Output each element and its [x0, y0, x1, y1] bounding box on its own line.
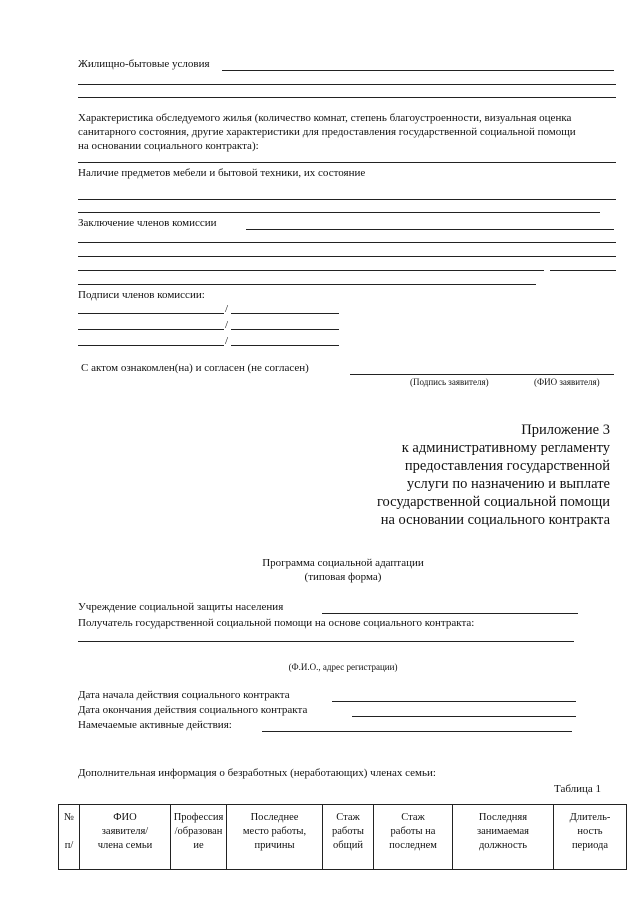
fill-line [262, 731, 572, 732]
signature-line [78, 345, 224, 346]
additional-info: Дополнительная информация о безработных (неработающих) членах семьи: [78, 767, 436, 779]
header-line: Профессия [173, 812, 224, 823]
signature-line [231, 345, 339, 346]
fill-line [550, 270, 616, 271]
header-line: периода [571, 840, 609, 851]
signature-separator: / [225, 335, 229, 347]
furniture-label: Наличие предметов мебели и бытовой техники, их состояние [78, 167, 366, 179]
fill-line [78, 199, 616, 200]
header-line: работы [331, 826, 364, 837]
institution-label: Учреждение социальной защиты населения [78, 601, 284, 613]
header-line: ФИО [113, 812, 137, 823]
signatures-label: Подписи членов комиссии: [78, 289, 205, 301]
header-cell-number [59, 805, 80, 870]
start-date-label: Дата начала действия социального контракта [78, 689, 290, 701]
header-line: ие [193, 840, 204, 851]
header-line: /образован [174, 826, 223, 837]
recipient-label: Получатель государственной социальной помощи на основе социального контракта: [78, 617, 475, 629]
caption-signature: (Подпись заявителя) [410, 377, 489, 387]
fill-line [78, 270, 544, 271]
appendix-line: услуги по назначению и выплате [406, 476, 610, 492]
header-line: Стаж [401, 812, 425, 823]
fill-line [78, 256, 616, 257]
fill-line [322, 613, 578, 614]
table-label: Таблица 1 [554, 783, 602, 795]
caption-name: (ФИО заявителя) [534, 377, 600, 387]
housing-label: Жилищно-бытовые условия [78, 58, 210, 70]
fill-line [350, 374, 614, 375]
header-line: работы на [390, 826, 436, 837]
header-cell-duration [554, 805, 627, 870]
header-cell-profession [171, 805, 227, 870]
appendix-line: государственной социальной помощи [376, 494, 610, 510]
header-line: причины [254, 840, 295, 851]
fill-line [78, 97, 616, 98]
characteristic-line-3: на основании социального контракта): [78, 140, 259, 152]
header-cell-total-experience [323, 805, 374, 870]
header-line: место работы, [242, 826, 307, 837]
header-line: Стаж [336, 812, 360, 823]
program-subtitle: (типовая форма) [304, 571, 382, 583]
table-header-row [59, 805, 627, 870]
actions-label: Намечаемые активные действия: [78, 719, 232, 731]
fill-line [78, 212, 600, 213]
signature-line [78, 313, 224, 314]
header-line: ность [577, 826, 603, 837]
header-cell-last-job [227, 805, 323, 870]
header-line: должность [478, 840, 528, 851]
characteristic-line-2: санитарного состояния, другие характеристики для предоставления государственной социальной помощи [78, 126, 576, 138]
program-title: Программа социальной адаптации [262, 557, 424, 569]
fill-line [78, 162, 616, 163]
header-line: Последнее [250, 812, 299, 823]
fill-line [78, 641, 574, 642]
appendix-line: Приложение 3 [521, 422, 610, 438]
conclusion-label: Заключение членов комиссии [78, 217, 217, 229]
header-line: занимаемая [476, 826, 529, 837]
header-line: Последняя [478, 812, 528, 823]
fill-line [78, 284, 536, 285]
header-line: последнем [389, 840, 437, 851]
signature-line [231, 329, 339, 330]
appendix-line: предоставления государственной [404, 458, 610, 474]
fill-line [246, 229, 614, 230]
recipient-caption: (Ф.И.О., адрес регистрации) [288, 662, 398, 672]
header-cell-name [80, 805, 171, 870]
acknowledgement-text: С актом ознакомлен(на) и согласен (не согласен) [81, 362, 309, 374]
header-cell-last-position [453, 805, 554, 870]
fill-line [332, 701, 576, 702]
header-line: заявителя/ [101, 826, 149, 837]
header-line: Длитель- [569, 812, 611, 823]
signature-separator: / [225, 303, 229, 315]
header-line: п/ [64, 840, 74, 851]
fill-line [352, 716, 576, 717]
fill-line [222, 70, 614, 71]
signature-line [78, 329, 224, 330]
signature-separator: / [225, 319, 229, 331]
appendix-line: на основании социального контракта [380, 512, 610, 528]
family-members-table [58, 804, 627, 870]
header-line: члена семьи [97, 840, 153, 851]
header-line: № [63, 812, 75, 823]
appendix-block [377, 421, 610, 529]
end-date-label: Дата окончания действия социального контракта [78, 704, 308, 716]
fill-line [78, 242, 616, 243]
fill-line [78, 84, 616, 85]
header-line: общий [333, 840, 363, 851]
header-cell-last-experience [374, 805, 453, 870]
characteristic-line-1: Характеристика обследуемого жилья (количество комнат, степень благоустроенности, визуальная оценка [78, 112, 572, 124]
signature-line [231, 313, 339, 314]
appendix-line: к административному регламенту [401, 440, 610, 456]
